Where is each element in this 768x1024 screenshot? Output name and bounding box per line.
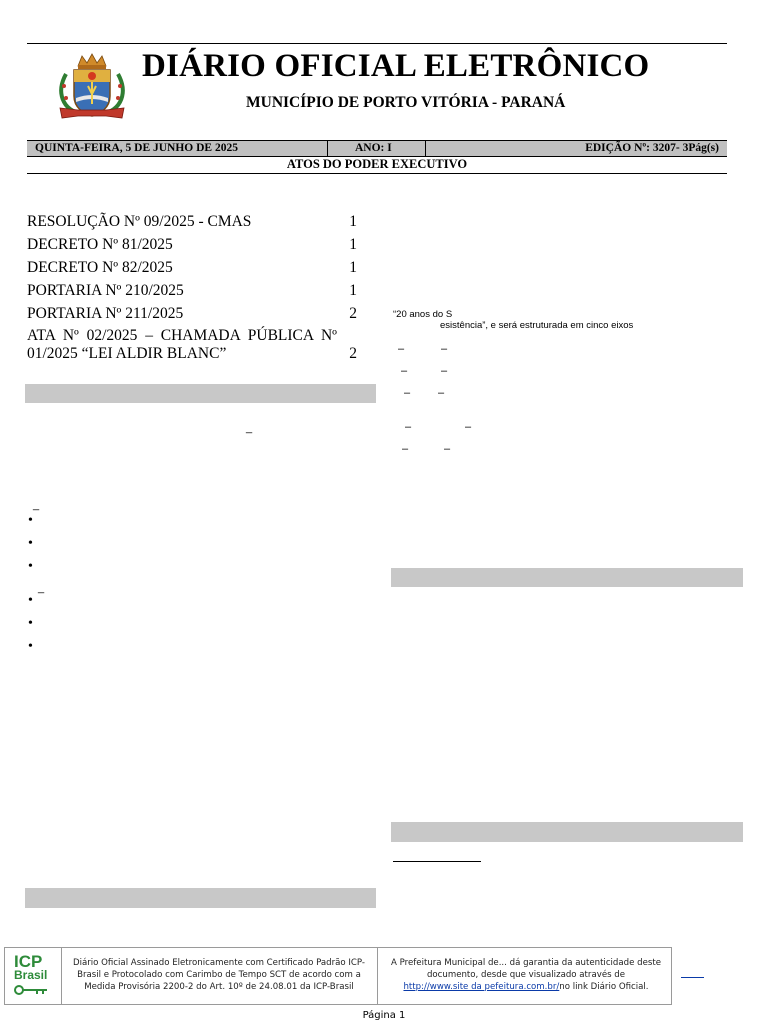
table-of-contents	[27, 212, 357, 367]
toc-entry-label: PORTARIA Nº 211/2025	[27, 305, 184, 322]
guarantee-text-block	[389, 948, 663, 1013]
bullet-point: •	[28, 559, 33, 574]
dash-mark: –	[402, 443, 409, 455]
info-separator	[425, 141, 426, 156]
underscore-mark: _	[33, 499, 40, 511]
toc-entry-page: 2	[349, 345, 357, 362]
guarantee-text: A Prefeitura Municipal de... dá garantia da autenticidade deste documento, desde que visualizado através de	[390, 958, 662, 980]
edition-number: EDIÇÃO Nº: 3207- 3Pág(s)	[585, 142, 719, 154]
section-rule	[27, 173, 727, 174]
toc-entry-label: PORTARIA Nº 210/2025	[27, 282, 184, 299]
key-icon	[11, 983, 51, 997]
dash-mark: –	[438, 387, 445, 399]
prefeitura-site-link[interactable]: http://www.site da pefeitura.com.br/	[403, 982, 560, 992]
section-header-bar	[391, 568, 743, 587]
toc-entry[interactable]	[27, 327, 357, 367]
edition-info-bar	[27, 140, 727, 157]
edition-date: QUINTA-FEIRA, 5 DE JUNHO DE 2025	[35, 142, 238, 154]
toc-entry-label: RESOLUÇÃO Nº 09/2025 - CMAS	[27, 213, 252, 230]
signature-line	[393, 861, 481, 862]
certificate-text: Diário Oficial Assinado Eletronicamente com Certificado Padrão ICP-Brasil e Protocolado com Carimbo de Tempo SCT de acordo com a Medida Provisória 2200-2 do Art. 10º de 24.08.01 da ICP-Brasil	[72, 958, 366, 992]
bullet-point: •	[28, 513, 33, 528]
toc-entry-page: 1	[349, 213, 357, 230]
dash-mark: –	[398, 343, 405, 355]
municipality-subtitle: MUNICÍPIO DE PORTO VITÓRIA - PARANÁ	[246, 94, 566, 111]
toc-entry-label: ATA Nº 02/2025 – CHAMADA PÚBLICA Nº 01/2025 “LEI ALDIR BLANC”	[27, 327, 337, 362]
right-column-text-line: esistência”, e será estruturada em cinco eixos	[440, 320, 634, 331]
bullet-point: •	[28, 639, 33, 654]
dash-mark: –	[444, 443, 451, 455]
toc-entry[interactable]	[27, 235, 357, 258]
toc-entry[interactable]	[27, 304, 357, 327]
dash-mark: –	[405, 421, 412, 433]
toc-entry-page: 1	[349, 259, 357, 276]
toc-entry-page: 2	[349, 305, 357, 322]
toc-entry-label: DECRETO Nº 82/2025	[27, 259, 173, 276]
dash-mark: –	[401, 365, 408, 377]
icp-logo-subtext: Brasil	[14, 968, 48, 982]
dash-mark: –	[441, 343, 448, 355]
section-header-bar	[25, 888, 376, 908]
edition-year: ANO: I	[355, 142, 392, 154]
underscore-mark: _	[246, 422, 253, 434]
right-column-text-line: “20 anos do S	[393, 309, 453, 320]
footer-link-underline[interactable]	[681, 977, 704, 978]
toc-entry-label: DECRETO Nº 81/2025	[27, 236, 173, 253]
dash-mark: –	[441, 365, 448, 377]
toc-entry[interactable]	[27, 258, 357, 281]
bullet-point: •	[28, 616, 33, 631]
page-title: DIÁRIO OFICIAL ELETRÔNICO	[142, 48, 650, 84]
dash-mark: –	[404, 387, 411, 399]
section-header-bar	[25, 384, 376, 403]
toc-entry-page: 1	[349, 282, 357, 299]
icp-brasil-logo	[5, 948, 62, 1004]
header-top-rule	[27, 43, 727, 44]
section-header-bar	[391, 822, 743, 842]
bullet-point: •	[28, 593, 33, 608]
link-suffix-text: no link Diário Oficial.	[559, 982, 649, 992]
municipal-crest-logo	[52, 52, 132, 124]
footer-certificate-box	[4, 947, 672, 1005]
bullet-point: •	[28, 536, 33, 551]
footer-divider	[377, 948, 378, 1004]
section-title: ATOS DO PODER EXECUTIVO	[286, 157, 468, 171]
page-number: Página 1	[362, 1010, 406, 1021]
dash-mark: –	[465, 421, 472, 433]
info-separator	[327, 141, 328, 156]
toc-entry-page: 1	[349, 236, 357, 253]
toc-entry[interactable]	[27, 212, 357, 235]
toc-entry[interactable]	[27, 281, 357, 304]
underscore-mark: _	[38, 582, 45, 594]
icp-logo-text: ICP	[14, 952, 43, 971]
